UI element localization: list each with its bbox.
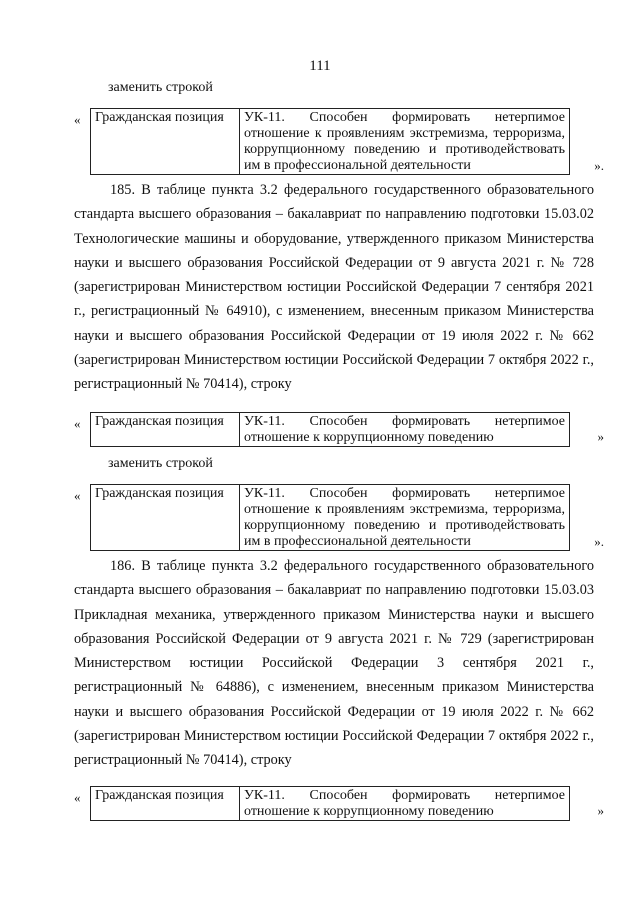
original-table-186: [74, 786, 604, 822]
competence-table: [90, 412, 570, 447]
competence-table: [90, 786, 570, 821]
replace-with-label: заменить строкой: [108, 456, 213, 471]
position-cell: Гражданская позиция: [91, 485, 240, 551]
quote-open: «: [74, 112, 81, 127]
table-row: [91, 787, 570, 821]
position-cell: Гражданская позиция: [91, 787, 240, 821]
competence-cell: УК-11. Способен формировать нетерпимое отношение к проявлениям экстремизма, терроризма, коррупционному поведению и противодействовать им в профессиональной деятельности: [240, 485, 570, 551]
paragraph-185: 185. В таблице пункта 3.2 федерального государственного образовательного стандарта высшего образования – бакалавриат по направлению подготовки 15.03.02 Технологические машины и оборудование, утвержденного приказом Министерства науки и высшего образования Российской Федерации от 9 августа 2021 г. № 728 (зарегистрирован Министерством юстиции Российской Федерации 7 сентября 2021 г., регистрационный № 64910), с изменением, внесенным приказом Министерства науки и высшего образования Российской Федерации от 19 июля 2022 г. № 662 (зарегистрирован Министерством юстиции Российской Федерации 7 октября 2022 г., регистрационный № 70414), строку: [74, 182, 594, 393]
quote-open: «: [74, 416, 81, 431]
replacement-table-1: [74, 108, 604, 178]
quote-close: »: [597, 429, 604, 444]
competence-cell: УК-11. Способен формировать нетерпимое отношение к проявлениям экстремизма, терроризма, коррупционному поведению и противодействовать им в профессиональной деятельности: [240, 109, 570, 175]
paragraph-186: 186. В таблице пункта 3.2 федерального государственного образовательного стандарта высшего образования – бакалавриат по направлению подготовки 15.03.03 Прикладная механика, утвержденного приказом Министерства науки и высшего образования Российской Федерации от 9 августа 2021 г. № 729 (зарегистрирован Министерством юстиции Российской Федерации 3 сентября 2021 г., регистрационный № 64886), с изменением, внесенным приказом Министерства науки и высшего образования Российской Федерации от 19 июля 2022 г. № 662 (зарегистрирован Министерством юстиции Российской Федерации 7 октября 2022 г., регистрационный № 70414), строку: [74, 558, 594, 769]
position-cell: Гражданская позиция: [91, 109, 240, 175]
replacement-table-185: [74, 484, 604, 554]
original-table-185: [74, 412, 604, 448]
table-row: [91, 485, 570, 551]
quote-close: ».: [594, 534, 604, 549]
table-row: [91, 413, 570, 447]
competence-table: [90, 108, 570, 175]
table-row: [91, 109, 570, 175]
quote-close: »: [597, 803, 604, 818]
competence-table: [90, 484, 570, 551]
quote-open: «: [74, 790, 81, 805]
position-cell: Гражданская позиция: [91, 413, 240, 447]
page-number: 111: [309, 58, 331, 74]
competence-cell: УК-11. Способен формировать нетерпимое отношение к коррупционному поведению: [240, 787, 570, 821]
competence-cell: УК-11. Способен формировать нетерпимое отношение к коррупционному поведению: [240, 413, 570, 447]
quote-open: «: [74, 488, 81, 503]
replace-with-label: заменить строкой: [108, 80, 213, 95]
quote-close: ».: [594, 158, 604, 173]
